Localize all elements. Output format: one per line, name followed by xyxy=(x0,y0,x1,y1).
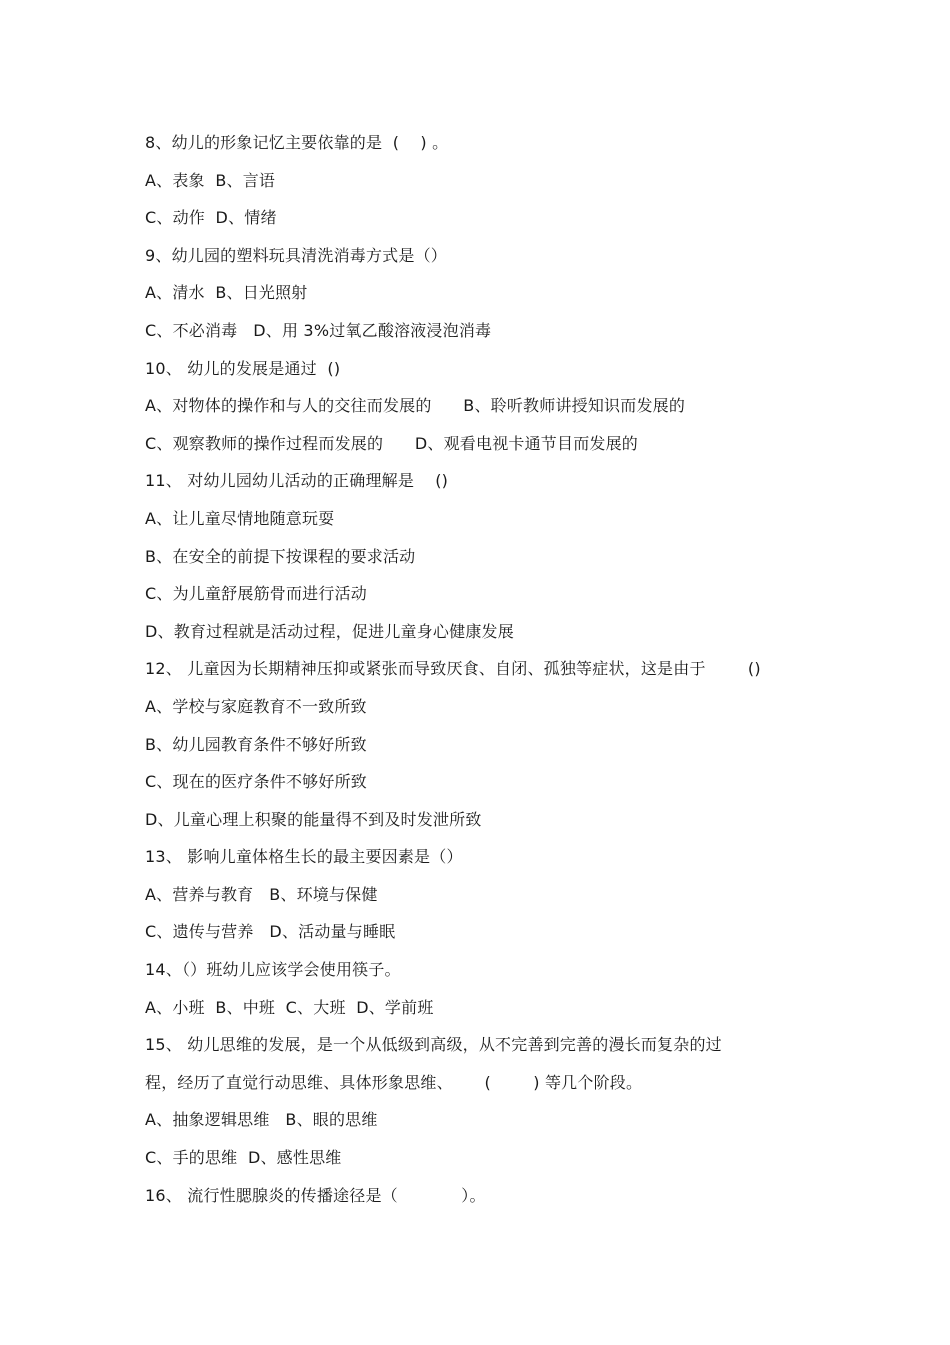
question-11-option-a: A、让儿童尽情地随意玩耍 xyxy=(145,508,335,528)
question-14: 14、（）班幼儿应该学会使用筷子。 xyxy=(145,960,401,980)
question-15-line-2: 程，经历了直觉行动思维、具体形象思维、 ( ) 等几个阶段。 xyxy=(145,1072,643,1092)
question-15-options-ab: A、抽象逻辑思维 B、眼的思维 xyxy=(145,1110,378,1130)
question-10-options-ab: A、对物体的操作和与人的交往而发展的 B、聆听教师讲授知识而发展的 xyxy=(145,396,686,416)
question-9-options-ab: A、清水 B、日光照射 xyxy=(145,283,308,303)
question-8-options-ab: A、表象 B、言语 xyxy=(145,170,276,190)
question-10: 10、 幼儿的发展是通过 () xyxy=(145,358,341,378)
question-13-options-cd: C、遗传与营养 D、活动量与睡眠 xyxy=(145,922,396,942)
question-13: 13、 影响儿童体格生长的最主要因素是（） xyxy=(145,847,463,867)
question-8-options-cd: C、动作 D、情绪 xyxy=(145,208,277,228)
question-12-option-b: B、幼儿园教育条件不够好所致 xyxy=(145,734,367,754)
question-10-options-cd: C、观察教师的操作过程而发展的 D、观看电视卡通节目而发展的 xyxy=(145,433,639,453)
question-15-line-1: 15、 幼儿思维的发展，是一个从低级到高级，从不完善到完善的漫长而复杂的过 xyxy=(145,1035,722,1055)
question-16: 16、 流行性腮腺炎的传播途径是（ ）。 xyxy=(145,1185,486,1205)
question-9: 9、幼儿园的塑料玩具清洗消毒方式是（） xyxy=(145,245,447,265)
question-8: 8、幼儿的形象记忆主要依靠的是 ( ) 。 xyxy=(145,133,449,152)
question-12: 12、 儿童因为长期精神压抑或紧张而导致厌食、自闭、孤独等症状，这是由于 () xyxy=(145,659,761,679)
question-12-option-d: D、儿童心理上积聚的能量得不到及时发泄所致 xyxy=(145,809,482,829)
question-12-option-c: C、现在的医疗条件不够好所致 xyxy=(145,772,367,792)
question-9-options-cd: C、不必消毒 D、用 3%过氧乙酸溶液浸泡消毒 xyxy=(145,320,492,340)
question-11-option-d: D、教育过程就是活动过程，促进儿童身心健康发展 xyxy=(145,621,514,641)
question-11-option-b: B、在安全的前提下按课程的要求活动 xyxy=(145,546,416,566)
question-12-option-a: A、学校与家庭教育不一致所致 xyxy=(145,696,367,716)
question-13-options-ab: A、营养与教育 B、环境与保健 xyxy=(145,884,378,904)
question-14-options: A、小班 B、中班 C、大班 D、学前班 xyxy=(145,997,434,1017)
question-15-options-cd: C、手的思维 D、感性思维 xyxy=(145,1148,342,1168)
document-body xyxy=(145,124,825,1214)
question-11-option-c: C、为儿童舒展筋骨而进行活动 xyxy=(145,584,367,604)
question-11: 11、 对幼儿园幼儿活动的正确理解是 () xyxy=(145,471,449,491)
